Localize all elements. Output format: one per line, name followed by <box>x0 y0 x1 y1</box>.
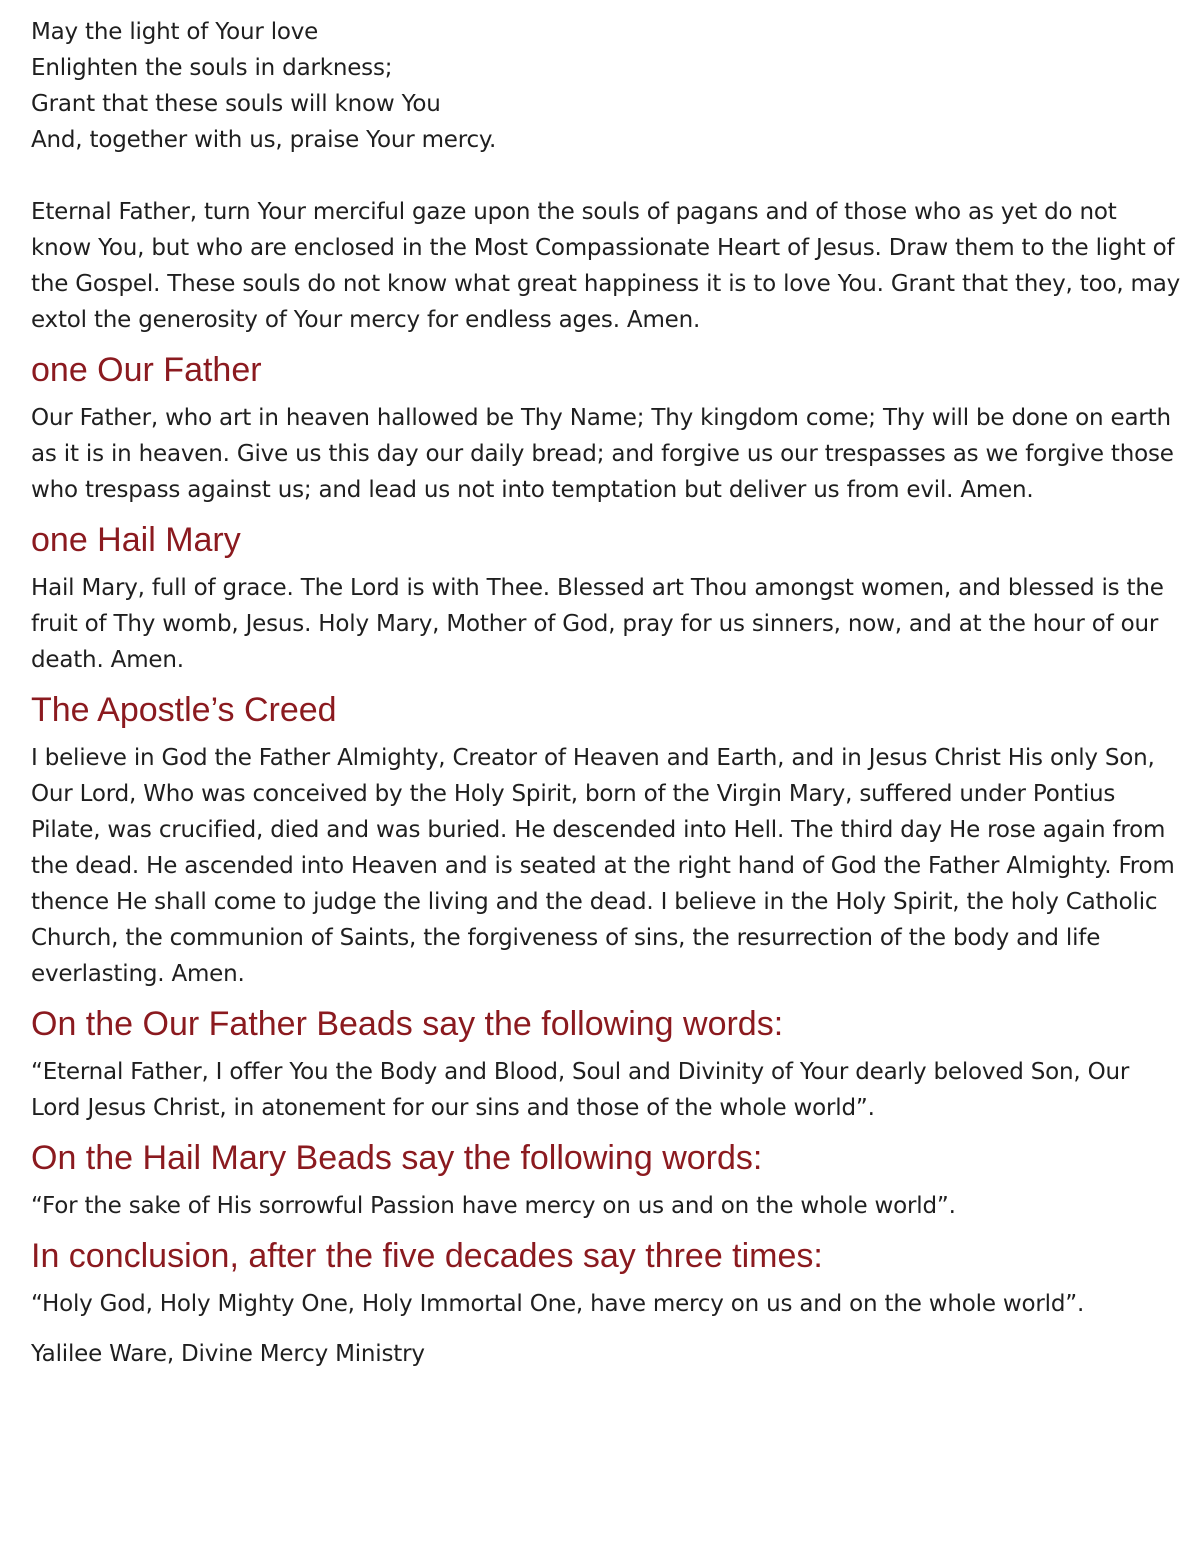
section-heading: On the Our Father Beads say the following words: <box>31 1005 784 1043</box>
poem-line: And, together with us, praise Your mercy. <box>31 127 497 153</box>
section-heading: one Hail Mary <box>31 521 241 559</box>
document-page <box>31 14 1181 1372</box>
section-hail-mary <box>31 520 1181 678</box>
intro-prayer: Eternal Father, turn Your merciful gaze upon the souls of pagans and of those who as yet do not know You, but who are enclosed in the Most Compassionate Heart of Jesus. Draw them to the light of the Gospel. These souls do not know what great happiness it is to love You. Grant that they, too, may extol the generosity of Your mercy for endless ages. Amen. <box>31 199 1181 333</box>
poem-line: Enlighten the souls in darkness; <box>31 55 393 81</box>
section-conclusion <box>31 1236 1181 1322</box>
poem <box>31 14 1181 158</box>
section-hail-mary-beads <box>31 1138 1181 1224</box>
section-text: “Eternal Father, I offer You the Body and Blood, Soul and Divinity of Your dearly beloved Son, Our Lord Jesus Christ, in atonement for our sins and those of the whole world”. <box>31 1059 1130 1121</box>
section-text: Hail Mary, full of grace. The Lord is with Thee. Blessed art Thou amongst women, and blessed is the fruit of Thy womb, Jesus. Holy Mary, Mother of God, pray for us sinners, now, and at the hour of our death. Amen. <box>31 575 1164 673</box>
section-text: I believe in God the Father Almighty, Creator of Heaven and Earth, and in Jesus Christ His only Son, Our Lord, Who was conceived by the Holy Spirit, born of the Virgin Mary, suffered under Pontius Pilate, was crucified, died and was buried. He descended into Hell. The third day He rose again from the dead. He ascended into Heaven and is seated at the right hand of God the Father Almighty. From thence He shall come to judge the living and the dead. I believe in the Holy Spirit, the holy Catholic Church, the communion of Saints, the forgiveness of sins, the resurrection of the body and life everlasting. Amen. <box>31 745 1175 987</box>
section-our-father <box>31 350 1181 508</box>
section-heading: The Apostle’s Creed <box>31 691 337 729</box>
section-text: Our Father, who art in heaven hallowed be Thy Name; Thy kingdom come; Thy will be done on earth as it is in heaven. Give us this day our daily bread; and forgive us our trespasses as we forgive those who trespass against us; and lead us not into temptation but deliver us from evil. Amen. <box>31 405 1174 503</box>
poem-line: Grant that these souls will know You <box>31 91 441 117</box>
section-text: “Holy God, Holy Mighty One, Holy Immortal One, have mercy on us and on the whole world”. <box>31 1291 1085 1317</box>
section-heading: In conclusion, after the five decades say three times: <box>31 1237 823 1275</box>
poem-line: May the light of Your love <box>31 19 319 45</box>
section-our-father-beads <box>31 1004 1181 1126</box>
section-heading: On the Hail Mary Beads say the following words: <box>31 1139 763 1177</box>
signature: Yalilee Ware, Divine Mercy Ministry <box>31 1341 425 1367</box>
section-heading: one Our Father <box>31 351 262 389</box>
section-text: “For the sake of His sorrowful Passion have mercy on us and on the whole world”. <box>31 1193 956 1219</box>
section-apostles-creed <box>31 690 1181 992</box>
